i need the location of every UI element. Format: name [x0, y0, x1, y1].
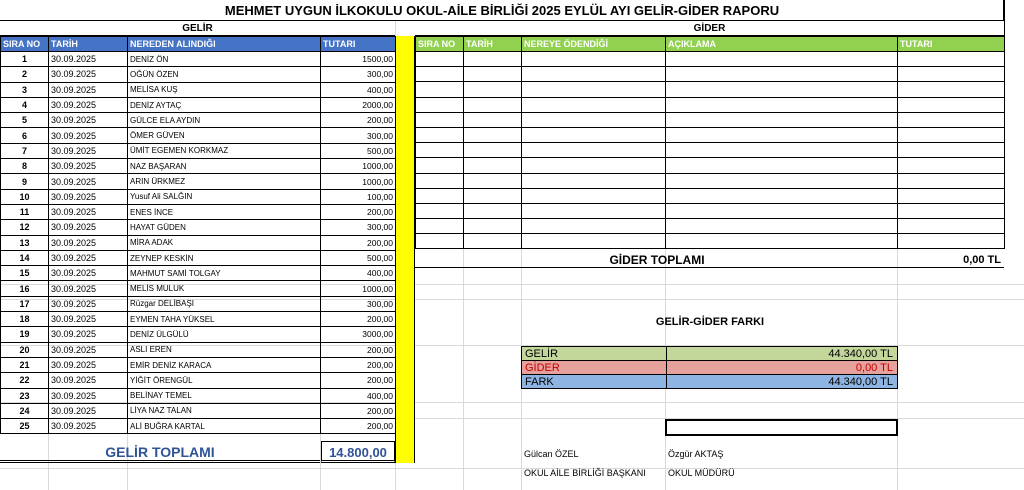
empty-cell[interactable]: [898, 219, 1005, 234]
tarih-cell[interactable]: 30.09.2025: [49, 113, 128, 128]
empty-cell[interactable]: [666, 82, 898, 97]
empty-cell[interactable]: [464, 188, 522, 203]
name-cell[interactable]: MAHMUT SAMİ TOLGAY: [128, 266, 321, 281]
table-row: [416, 173, 1005, 188]
empty-cell[interactable]: [416, 203, 464, 218]
tarih-cell[interactable]: 30.09.2025: [49, 419, 128, 434]
table-row: [1, 266, 396, 281]
empty-cell[interactable]: [416, 173, 464, 188]
tarih-cell[interactable]: 30.09.2025: [49, 97, 128, 112]
tarih-cell[interactable]: 30.09.2025: [49, 174, 128, 189]
empty-cell[interactable]: [666, 173, 898, 188]
amount-cell[interactable]: 400,00: [321, 82, 396, 97]
amount-cell[interactable]: 3000,00: [321, 327, 396, 342]
empty-cell[interactable]: [416, 82, 464, 97]
tarih-cell[interactable]: 30.09.2025: [49, 327, 128, 342]
empty-cell[interactable]: [416, 112, 464, 127]
table-row: [416, 188, 1005, 203]
selected-cell[interactable]: [665, 419, 898, 436]
name-cell[interactable]: ÖMER GÜVEN: [128, 128, 321, 143]
table-row: [1, 296, 396, 311]
table-row: [1, 388, 396, 403]
table-row: [1, 250, 396, 265]
empty-cell[interactable]: [898, 143, 1005, 158]
amount-cell[interactable]: 300,00: [321, 296, 396, 311]
empty-cell[interactable]: [464, 52, 522, 67]
table-row: [1, 97, 396, 112]
empty-cell[interactable]: [416, 52, 464, 67]
empty-cell[interactable]: [898, 67, 1005, 82]
empty-cell[interactable]: [666, 143, 898, 158]
empty-cell[interactable]: [522, 173, 666, 188]
table-row: [416, 82, 1005, 97]
table-row: [1, 357, 396, 372]
amount-cell[interactable]: 1500,00: [321, 52, 396, 67]
sira-no-cell[interactable]: 13: [1, 235, 49, 250]
name-cell[interactable]: DENİZ ÖN: [128, 52, 321, 67]
empty-cell[interactable]: [898, 234, 1005, 249]
empty-cell[interactable]: [416, 127, 464, 142]
table-row: [416, 158, 1005, 173]
empty-cell[interactable]: [898, 203, 1005, 218]
amount-cell[interactable]: 2000,00: [321, 97, 396, 112]
table-row: [1, 403, 396, 418]
separator-column: [395, 36, 415, 463]
empty-cell[interactable]: [666, 158, 898, 173]
table-row: [416, 52, 1005, 67]
empty-cell[interactable]: [464, 234, 522, 249]
sira-no-cell[interactable]: 25: [1, 419, 49, 434]
name-cell[interactable]: DENİZ AYTAÇ: [128, 97, 321, 112]
amount-cell[interactable]: 200,00: [321, 357, 396, 372]
table-row: [416, 67, 1005, 82]
sira-no-cell[interactable]: 2: [1, 67, 49, 82]
table-row: [1, 67, 396, 82]
name-cell[interactable]: Rüzgar DELİBAŞI: [128, 296, 321, 311]
sira-no-cell[interactable]: 16: [1, 281, 49, 296]
amount-cell[interactable]: 500,00: [321, 250, 396, 265]
sira-no-cell[interactable]: 7: [1, 143, 49, 158]
empty-cell[interactable]: [522, 67, 666, 82]
empty-cell[interactable]: [666, 97, 898, 112]
empty-cell[interactable]: [464, 127, 522, 142]
gider-header-nereye-odendigi[interactable]: NEREYE ÖDENDİĞİ: [522, 37, 666, 52]
empty-cell[interactable]: [666, 203, 898, 218]
amount-cell[interactable]: 300,00: [321, 128, 396, 143]
empty-cell[interactable]: [666, 112, 898, 127]
name-cell[interactable]: ALİ BUĞRA KARTAL: [128, 419, 321, 434]
table-row: [416, 203, 1005, 218]
empty-cell[interactable]: [522, 97, 666, 112]
amount-cell[interactable]: 400,00: [321, 266, 396, 281]
tarih-cell[interactable]: 30.09.2025: [49, 159, 128, 174]
name-cell[interactable]: MİRA ADAK: [128, 235, 321, 250]
tarih-cell[interactable]: 30.09.2025: [49, 82, 128, 97]
gider-table: [415, 36, 1005, 249]
signature-right-name: Özgür AKTAŞ: [668, 449, 724, 459]
name-cell[interactable]: EMİR DENİZ KARACA: [128, 357, 321, 372]
empty-cell[interactable]: [522, 52, 666, 67]
amount-cell[interactable]: 300,00: [321, 220, 396, 235]
table-row: [1, 342, 396, 357]
table-row: [1, 159, 396, 174]
name-cell[interactable]: YİĞİT ÖRENGÜL: [128, 373, 321, 388]
empty-cell[interactable]: [416, 143, 464, 158]
header-tarih[interactable]: TARİH: [49, 37, 128, 52]
sira-no-cell[interactable]: 24: [1, 403, 49, 418]
tarih-cell[interactable]: 30.09.2025: [49, 52, 128, 67]
empty-cell[interactable]: [416, 188, 464, 203]
name-cell[interactable]: ARIN ÜRKMEZ: [128, 174, 321, 189]
sira-no-cell[interactable]: 20: [1, 342, 49, 357]
gider-rows: [416, 52, 1005, 249]
gider-header-sira-no[interactable]: SIRA NO: [416, 37, 464, 52]
sira-no-cell[interactable]: 8: [1, 159, 49, 174]
empty-cell[interactable]: [522, 127, 666, 142]
empty-cell[interactable]: [464, 203, 522, 218]
empty-cell[interactable]: [522, 112, 666, 127]
amount-cell[interactable]: 200,00: [321, 403, 396, 418]
name-cell[interactable]: EYMEN TAHA YÜKSEL: [128, 312, 321, 327]
sira-no-cell[interactable]: 12: [1, 220, 49, 235]
fark-fark-value: 44.340,00 TL: [828, 376, 893, 388]
empty-cell[interactable]: [464, 67, 522, 82]
name-cell[interactable]: ÜMİT EGEMEN KORKMAZ: [128, 143, 321, 158]
tarih-cell[interactable]: 30.09.2025: [49, 357, 128, 372]
amount-cell[interactable]: 1000,00: [321, 174, 396, 189]
tarih-cell[interactable]: 30.09.2025: [49, 250, 128, 265]
table-row: [416, 219, 1005, 234]
empty-cell[interactable]: [522, 188, 666, 203]
tarih-cell[interactable]: 30.09.2025: [49, 373, 128, 388]
table-row: [1, 174, 396, 189]
sira-no-cell[interactable]: 1: [1, 52, 49, 67]
sira-no-cell[interactable]: 17: [1, 296, 49, 311]
fark-gelir-label: GELİR: [525, 348, 559, 360]
empty-cell[interactable]: [898, 52, 1005, 67]
table-row: [416, 127, 1005, 142]
sira-no-cell[interactable]: 4: [1, 97, 49, 112]
empty-cell[interactable]: [666, 188, 898, 203]
name-cell[interactable]: BELİNAY TEMEL: [128, 388, 321, 403]
table-row: [1, 220, 396, 235]
table-row: [1, 204, 396, 219]
sira-no-cell[interactable]: 19: [1, 327, 49, 342]
sira-no-cell[interactable]: 6: [1, 128, 49, 143]
tarih-cell[interactable]: 30.09.2025: [49, 388, 128, 403]
signature-right-title: OKUL MÜDÜRÜ: [668, 468, 735, 478]
sira-no-cell[interactable]: 18: [1, 312, 49, 327]
fark-gelir-row[interactable]: [521, 346, 898, 361]
gider-bottom-border: [415, 267, 1004, 268]
empty-cell[interactable]: [666, 67, 898, 82]
table-row: [416, 143, 1005, 158]
name-cell[interactable]: Yusuf Ali SALĞIN: [128, 189, 321, 204]
name-cell[interactable]: MELİSA KUŞ: [128, 82, 321, 97]
table-row: [416, 97, 1005, 112]
sira-no-cell[interactable]: 5: [1, 113, 49, 128]
name-cell[interactable]: ENES İNCE: [128, 204, 321, 219]
empty-cell[interactable]: [522, 158, 666, 173]
empty-cell[interactable]: [666, 52, 898, 67]
fark-title: GELİR-GİDER FARKI: [655, 316, 765, 328]
tarih-cell[interactable]: 30.09.2025: [49, 220, 128, 235]
gider-header-tarih[interactable]: TARİH: [464, 37, 522, 52]
empty-cell[interactable]: [416, 67, 464, 82]
signature-left-name: Gülcan ÖZEL: [524, 449, 579, 459]
empty-cell[interactable]: [464, 143, 522, 158]
amount-cell[interactable]: 200,00: [321, 312, 396, 327]
header-tutari[interactable]: TUTARI: [321, 37, 396, 52]
empty-cell[interactable]: [416, 97, 464, 112]
report-title: MEHMET UYGUN İLKOKULU OKUL-AİLE BİRLİĞİ 2025 EYLÜL AYI GELİR-GİDER RAPORU: [0, 0, 1004, 21]
amount-cell[interactable]: 200,00: [321, 204, 396, 219]
sira-no-cell[interactable]: 22: [1, 373, 49, 388]
name-cell[interactable]: ZEYNEP KESKİN: [128, 250, 321, 265]
empty-cell[interactable]: [898, 82, 1005, 97]
fark-fark-row[interactable]: [521, 374, 898, 389]
tarih-cell[interactable]: 30.09.2025: [49, 342, 128, 357]
tarih-cell[interactable]: 30.09.2025: [49, 266, 128, 281]
tarih-cell[interactable]: 30.09.2025: [49, 189, 128, 204]
amount-cell[interactable]: 500,00: [321, 143, 396, 158]
amount-cell[interactable]: 200,00: [321, 342, 396, 357]
table-row: [1, 113, 396, 128]
tarih-cell[interactable]: 30.09.2025: [49, 67, 128, 82]
tarih-cell[interactable]: 30.09.2025: [49, 312, 128, 327]
empty-cell[interactable]: [898, 158, 1005, 173]
amount-cell[interactable]: 200,00: [321, 235, 396, 250]
gelir-section-title: GELİR: [0, 21, 395, 36]
table-row: [416, 234, 1005, 249]
tarih-cell[interactable]: 30.09.2025: [49, 143, 128, 158]
amount-cell[interactable]: 200,00: [321, 113, 396, 128]
sira-no-cell[interactable]: 21: [1, 357, 49, 372]
name-cell[interactable]: HAYAT GÜDEN: [128, 220, 321, 235]
empty-cell[interactable]: [416, 219, 464, 234]
table-row: [1, 281, 396, 296]
empty-cell[interactable]: [666, 234, 898, 249]
table-row: [1, 373, 396, 388]
gelir-total-value[interactable]: 14.800,00: [321, 441, 395, 463]
amount-cell[interactable]: 200,00: [321, 419, 396, 434]
empty-cell[interactable]: [464, 219, 522, 234]
sira-no-cell[interactable]: 15: [1, 266, 49, 281]
gelir-table: [0, 36, 396, 434]
empty-cell[interactable]: [416, 158, 464, 173]
table-row: [1, 128, 396, 143]
table-row: [1, 143, 396, 158]
empty-cell[interactable]: [464, 173, 522, 188]
amount-cell[interactable]: 1000,00: [321, 159, 396, 174]
gider-total-label: GİDER TOPLAMI: [609, 253, 705, 267]
empty-cell[interactable]: [898, 173, 1005, 188]
tarih-cell[interactable]: 30.09.2025: [49, 296, 128, 311]
empty-cell[interactable]: [522, 143, 666, 158]
signature-left-title: OKUL AİLE BİRLİĞİ BAŞKANI: [524, 468, 646, 478]
sira-no-cell[interactable]: 9: [1, 174, 49, 189]
tarih-cell[interactable]: 30.09.2025: [49, 403, 128, 418]
name-cell[interactable]: ASLI EREN: [128, 342, 321, 357]
name-cell[interactable]: GÜLCE ELA AYDIN: [128, 113, 321, 128]
empty-cell[interactable]: [666, 127, 898, 142]
empty-cell[interactable]: [522, 234, 666, 249]
empty-cell[interactable]: [666, 219, 898, 234]
sira-no-cell[interactable]: 10: [1, 189, 49, 204]
gider-section-title: GİDER: [415, 21, 1004, 36]
gider-header-aciklama[interactable]: AÇIKLAMA: [666, 37, 898, 52]
empty-cell[interactable]: [898, 188, 1005, 203]
tarih-cell[interactable]: 30.09.2025: [49, 235, 128, 250]
table-row: [1, 189, 396, 204]
fark-gelir-value: 44.340,00 TL: [828, 348, 893, 360]
empty-cell[interactable]: [898, 97, 1005, 112]
name-cell[interactable]: DENİZ ÜLGÜLÜ: [128, 327, 321, 342]
table-row: [1, 82, 396, 97]
sira-no-cell[interactable]: 23: [1, 388, 49, 403]
name-cell[interactable]: NAZ BAŞARAN: [128, 159, 321, 174]
gider-header-tutari[interactable]: TUTARI: [898, 37, 1005, 52]
tarih-cell[interactable]: 30.09.2025: [49, 128, 128, 143]
table-row: [1, 52, 396, 67]
sira-no-cell[interactable]: 11: [1, 204, 49, 219]
gider-total-value[interactable]: 0,00 TL: [963, 254, 1001, 266]
sira-no-cell[interactable]: 3: [1, 82, 49, 97]
name-cell[interactable]: OĞÜN ÖZEN: [128, 67, 321, 82]
table-row: [416, 112, 1005, 127]
sira-no-cell[interactable]: 14: [1, 250, 49, 265]
empty-cell[interactable]: [464, 82, 522, 97]
header-sira-no[interactable]: SIRA NO: [1, 37, 49, 52]
amount-cell[interactable]: 100,00: [321, 189, 396, 204]
fark-gider-row[interactable]: [521, 360, 898, 375]
table-row: [1, 419, 396, 434]
fark-gider-label: GİDER: [525, 362, 560, 374]
amount-cell[interactable]: 400,00: [321, 388, 396, 403]
table-row: [1, 312, 396, 327]
gelir-rows: [1, 52, 396, 434]
tarih-cell[interactable]: 30.09.2025: [49, 281, 128, 296]
name-cell[interactable]: MELİS MULUK: [128, 281, 321, 296]
fark-gider-value: 0,00 TL: [855, 362, 893, 374]
empty-cell[interactable]: [464, 158, 522, 173]
gelir-total-label: GELİR TOPLAMI: [0, 441, 320, 463]
empty-cell[interactable]: [464, 112, 522, 127]
amount-cell[interactable]: 200,00: [321, 373, 396, 388]
name-cell[interactable]: LİYA NAZ TALAN: [128, 403, 321, 418]
empty-cell[interactable]: [464, 97, 522, 112]
amount-cell[interactable]: 1000,00: [321, 281, 396, 296]
table-row: [1, 235, 396, 250]
table-row: [1, 327, 396, 342]
amount-cell[interactable]: 300,00: [321, 67, 396, 82]
empty-cell[interactable]: [416, 234, 464, 249]
empty-cell[interactable]: [522, 203, 666, 218]
empty-cell[interactable]: [522, 82, 666, 97]
empty-cell[interactable]: [522, 219, 666, 234]
empty-cell[interactable]: [898, 112, 1005, 127]
header-nereden-alindigi[interactable]: NEREDEN ALINDIĞI: [128, 37, 321, 52]
tarih-cell[interactable]: 30.09.2025: [49, 204, 128, 219]
empty-cell[interactable]: [898, 127, 1005, 142]
fark-fark-label: FARK: [525, 376, 554, 388]
